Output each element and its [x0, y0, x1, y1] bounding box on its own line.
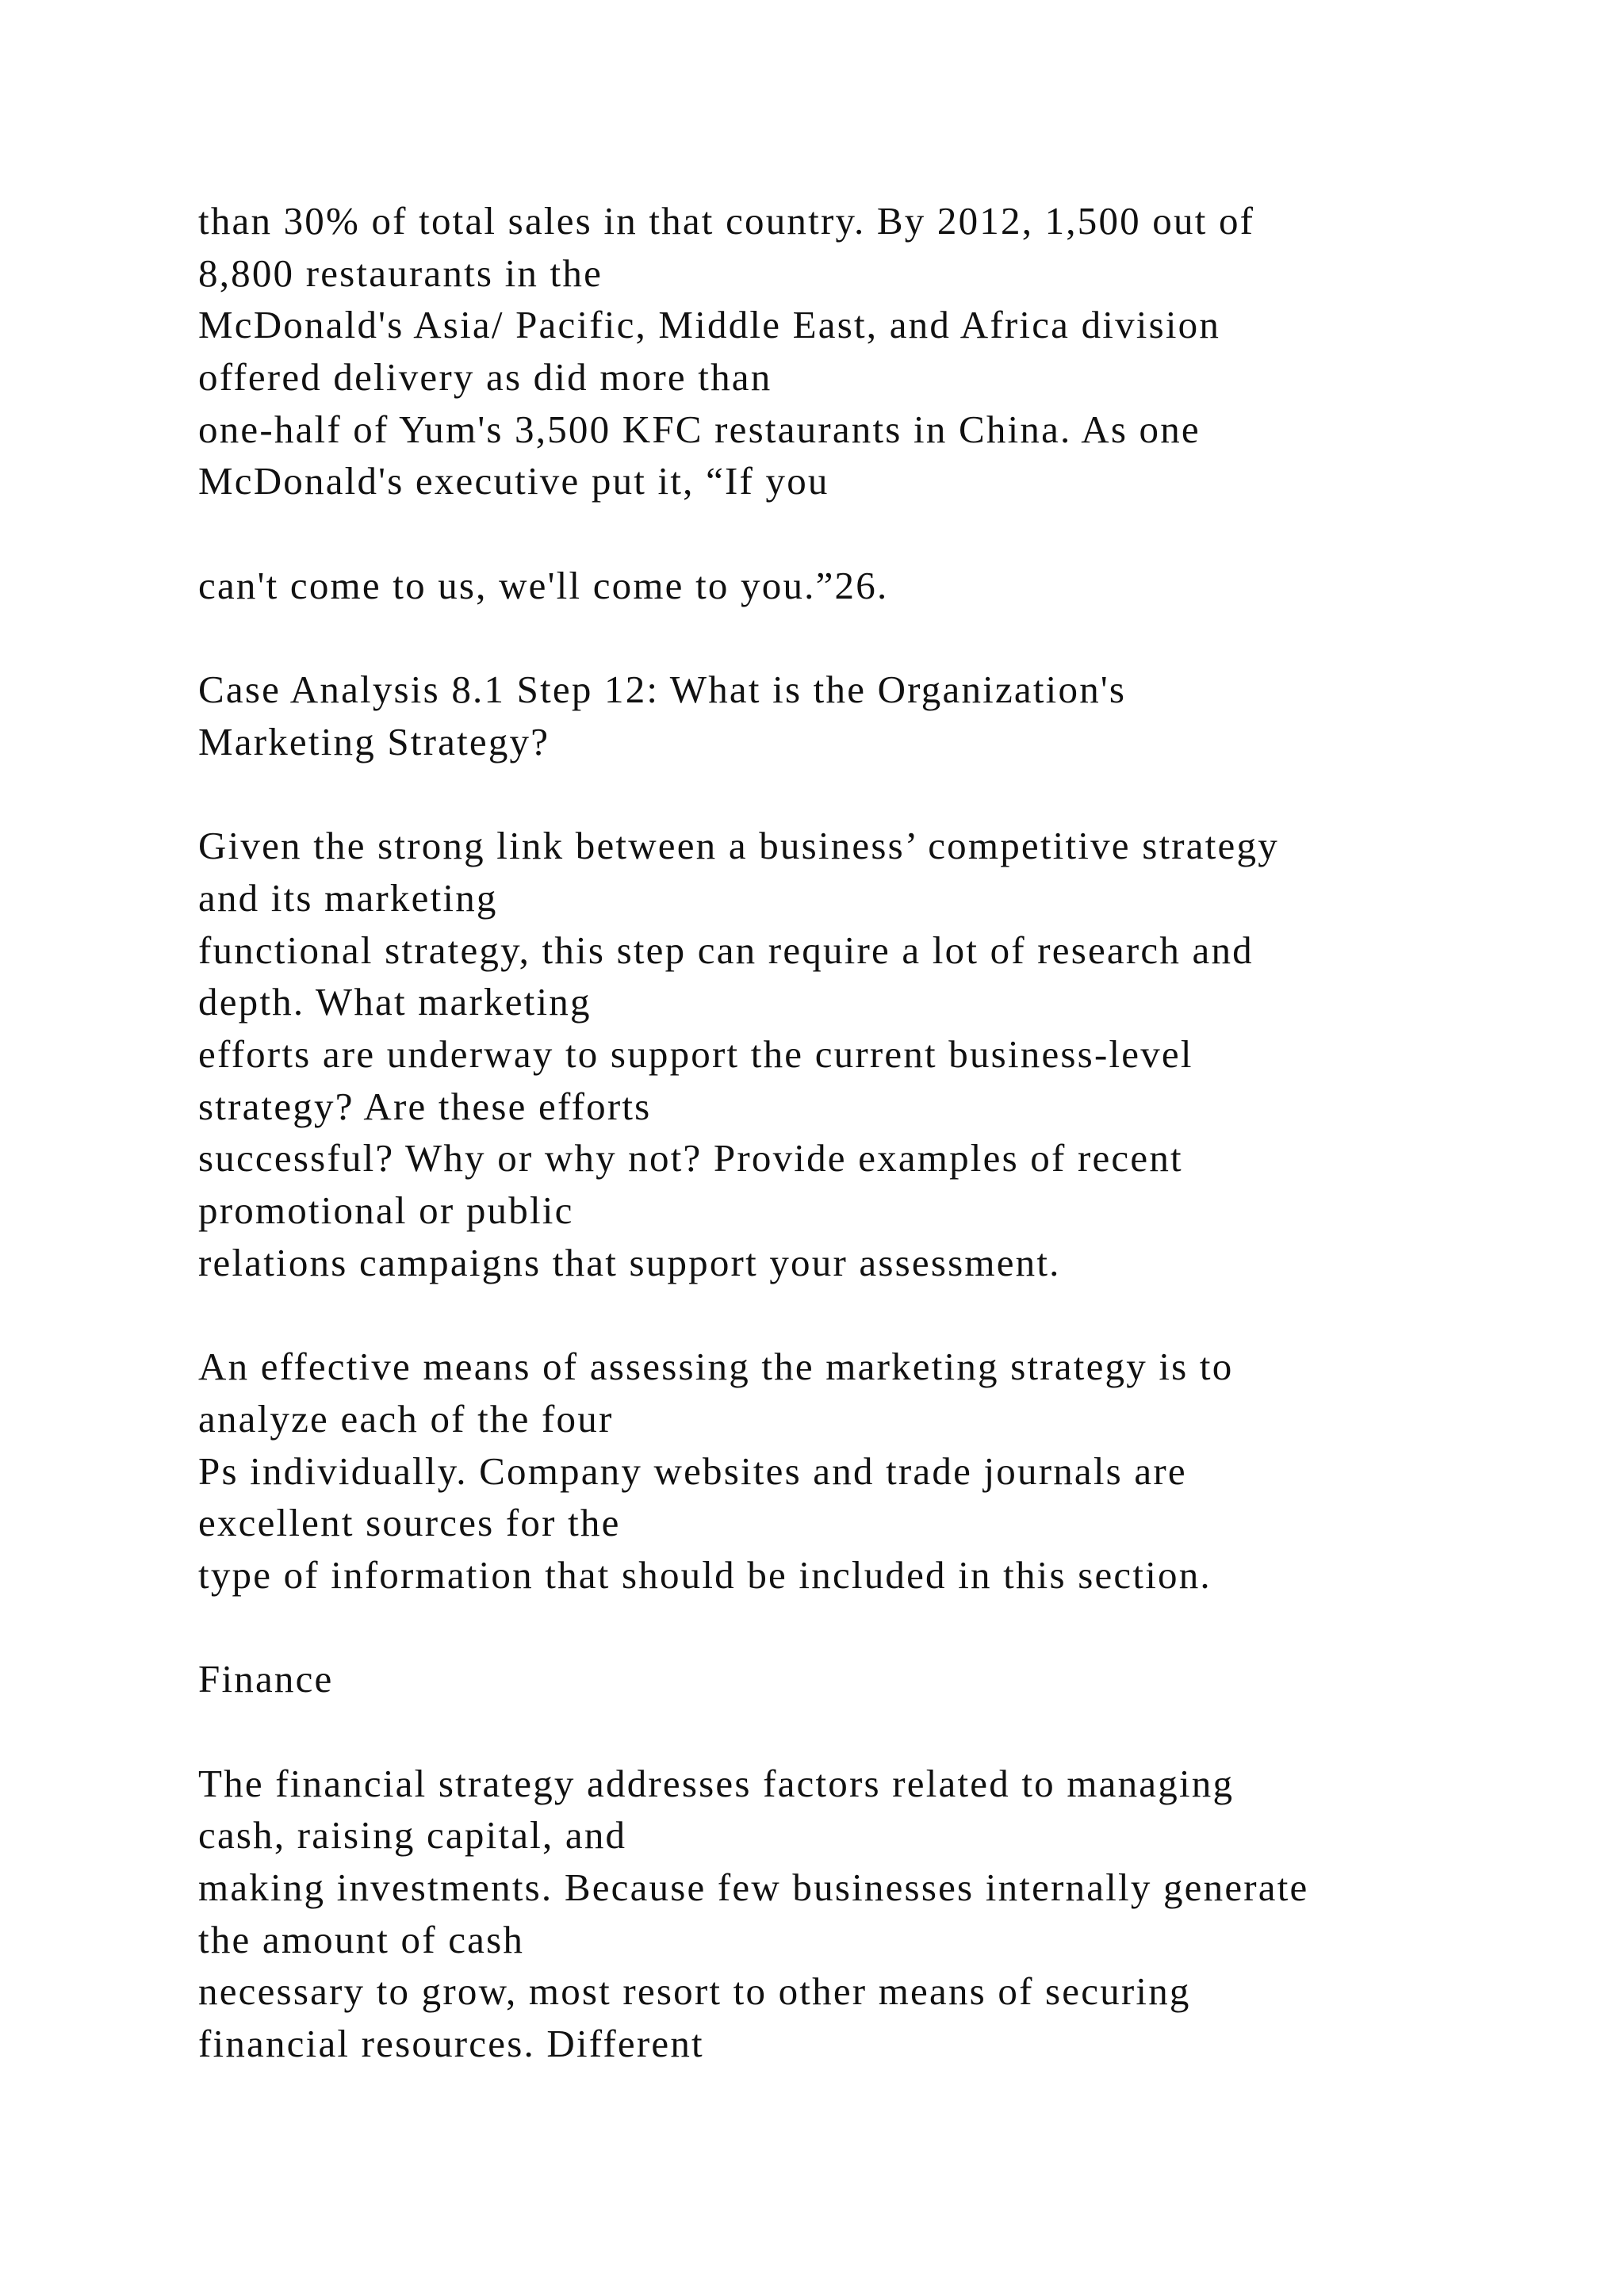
- paragraph-gap: [198, 1288, 1562, 1341]
- text-line: An effective means of assessing the marketing strategy is to: [198, 1345, 1234, 1389]
- text-line: depth. What marketing: [198, 980, 592, 1024]
- text-line: offered delivery as did more than: [198, 355, 772, 400]
- paragraph-gap: [198, 1705, 1562, 1758]
- text-line: strategy? Are these efforts: [198, 1084, 652, 1128]
- document-body: [198, 195, 1562, 2070]
- text-line: financial resources. Different: [198, 2022, 704, 2066]
- text-line: McDonald's Asia/ Pacific, Middle East, and Africa division: [198, 303, 1221, 347]
- paragraph: [198, 195, 1562, 507]
- text-line: making investments. Because few businesses internally generate: [198, 1866, 1309, 1909]
- text-line: Given the strong link between a business’ competitive strategy: [198, 824, 1279, 868]
- paragraph-gap: [198, 507, 1562, 560]
- text-line: Ps individually. Company websites and trade journals are: [198, 1448, 1187, 1493]
- text-line: one-half of Yum's 3,500 KFC restaurants in China. As one: [198, 407, 1201, 451]
- paragraph-gap: [198, 612, 1562, 664]
- text-line: Case Analysis 8.1 Step 12: What is the Organization's: [198, 668, 1127, 712]
- text-line: successful? Why or why not? Provide examples of recent: [198, 1136, 1183, 1181]
- text-line: can't come to us, we'll come to you.”26.: [198, 563, 889, 607]
- text-line: efforts are underway to support the current business-level: [198, 1032, 1193, 1076]
- text-line: type of information that should be included in this section.: [198, 1552, 1212, 1597]
- text-line: necessary to grow, most resort to other means of securing: [198, 1969, 1191, 2014]
- text-line: relations campaigns that support your assessment.: [198, 1240, 1061, 1284]
- text-line: analyze each of the four: [198, 1396, 614, 1441]
- paragraph-gap: [198, 768, 1562, 821]
- text-line: and its marketing: [198, 875, 498, 920]
- paragraph: [198, 1341, 1562, 1601]
- text-line: Marketing Strategy?: [198, 719, 550, 763]
- text-line: McDonald's executive put it, “If you: [198, 459, 829, 503]
- paragraph: [198, 560, 1562, 612]
- text-line: functional strategy, this step can require a lot of research and: [198, 928, 1254, 972]
- section-heading: [198, 1653, 1562, 1705]
- text-line: the amount of cash: [198, 1917, 525, 1961]
- text-line: cash, raising capital, and: [198, 1813, 627, 1858]
- text-line: Finance: [198, 1657, 334, 1701]
- text-line: promotional or public: [198, 1188, 574, 1233]
- paragraph-gap: [198, 1601, 1562, 1654]
- text-line: The financial strategy addresses factors related to managing: [198, 1761, 1235, 1805]
- section-heading: [198, 664, 1562, 767]
- paragraph: [198, 1758, 1562, 2070]
- text-line: 8,800 restaurants in the: [198, 251, 603, 295]
- text-line: than 30% of total sales in that country. By 2012, 1,500 out of: [198, 199, 1255, 243]
- paragraph: [198, 820, 1562, 1288]
- text-line: excellent sources for the: [198, 1501, 621, 1545]
